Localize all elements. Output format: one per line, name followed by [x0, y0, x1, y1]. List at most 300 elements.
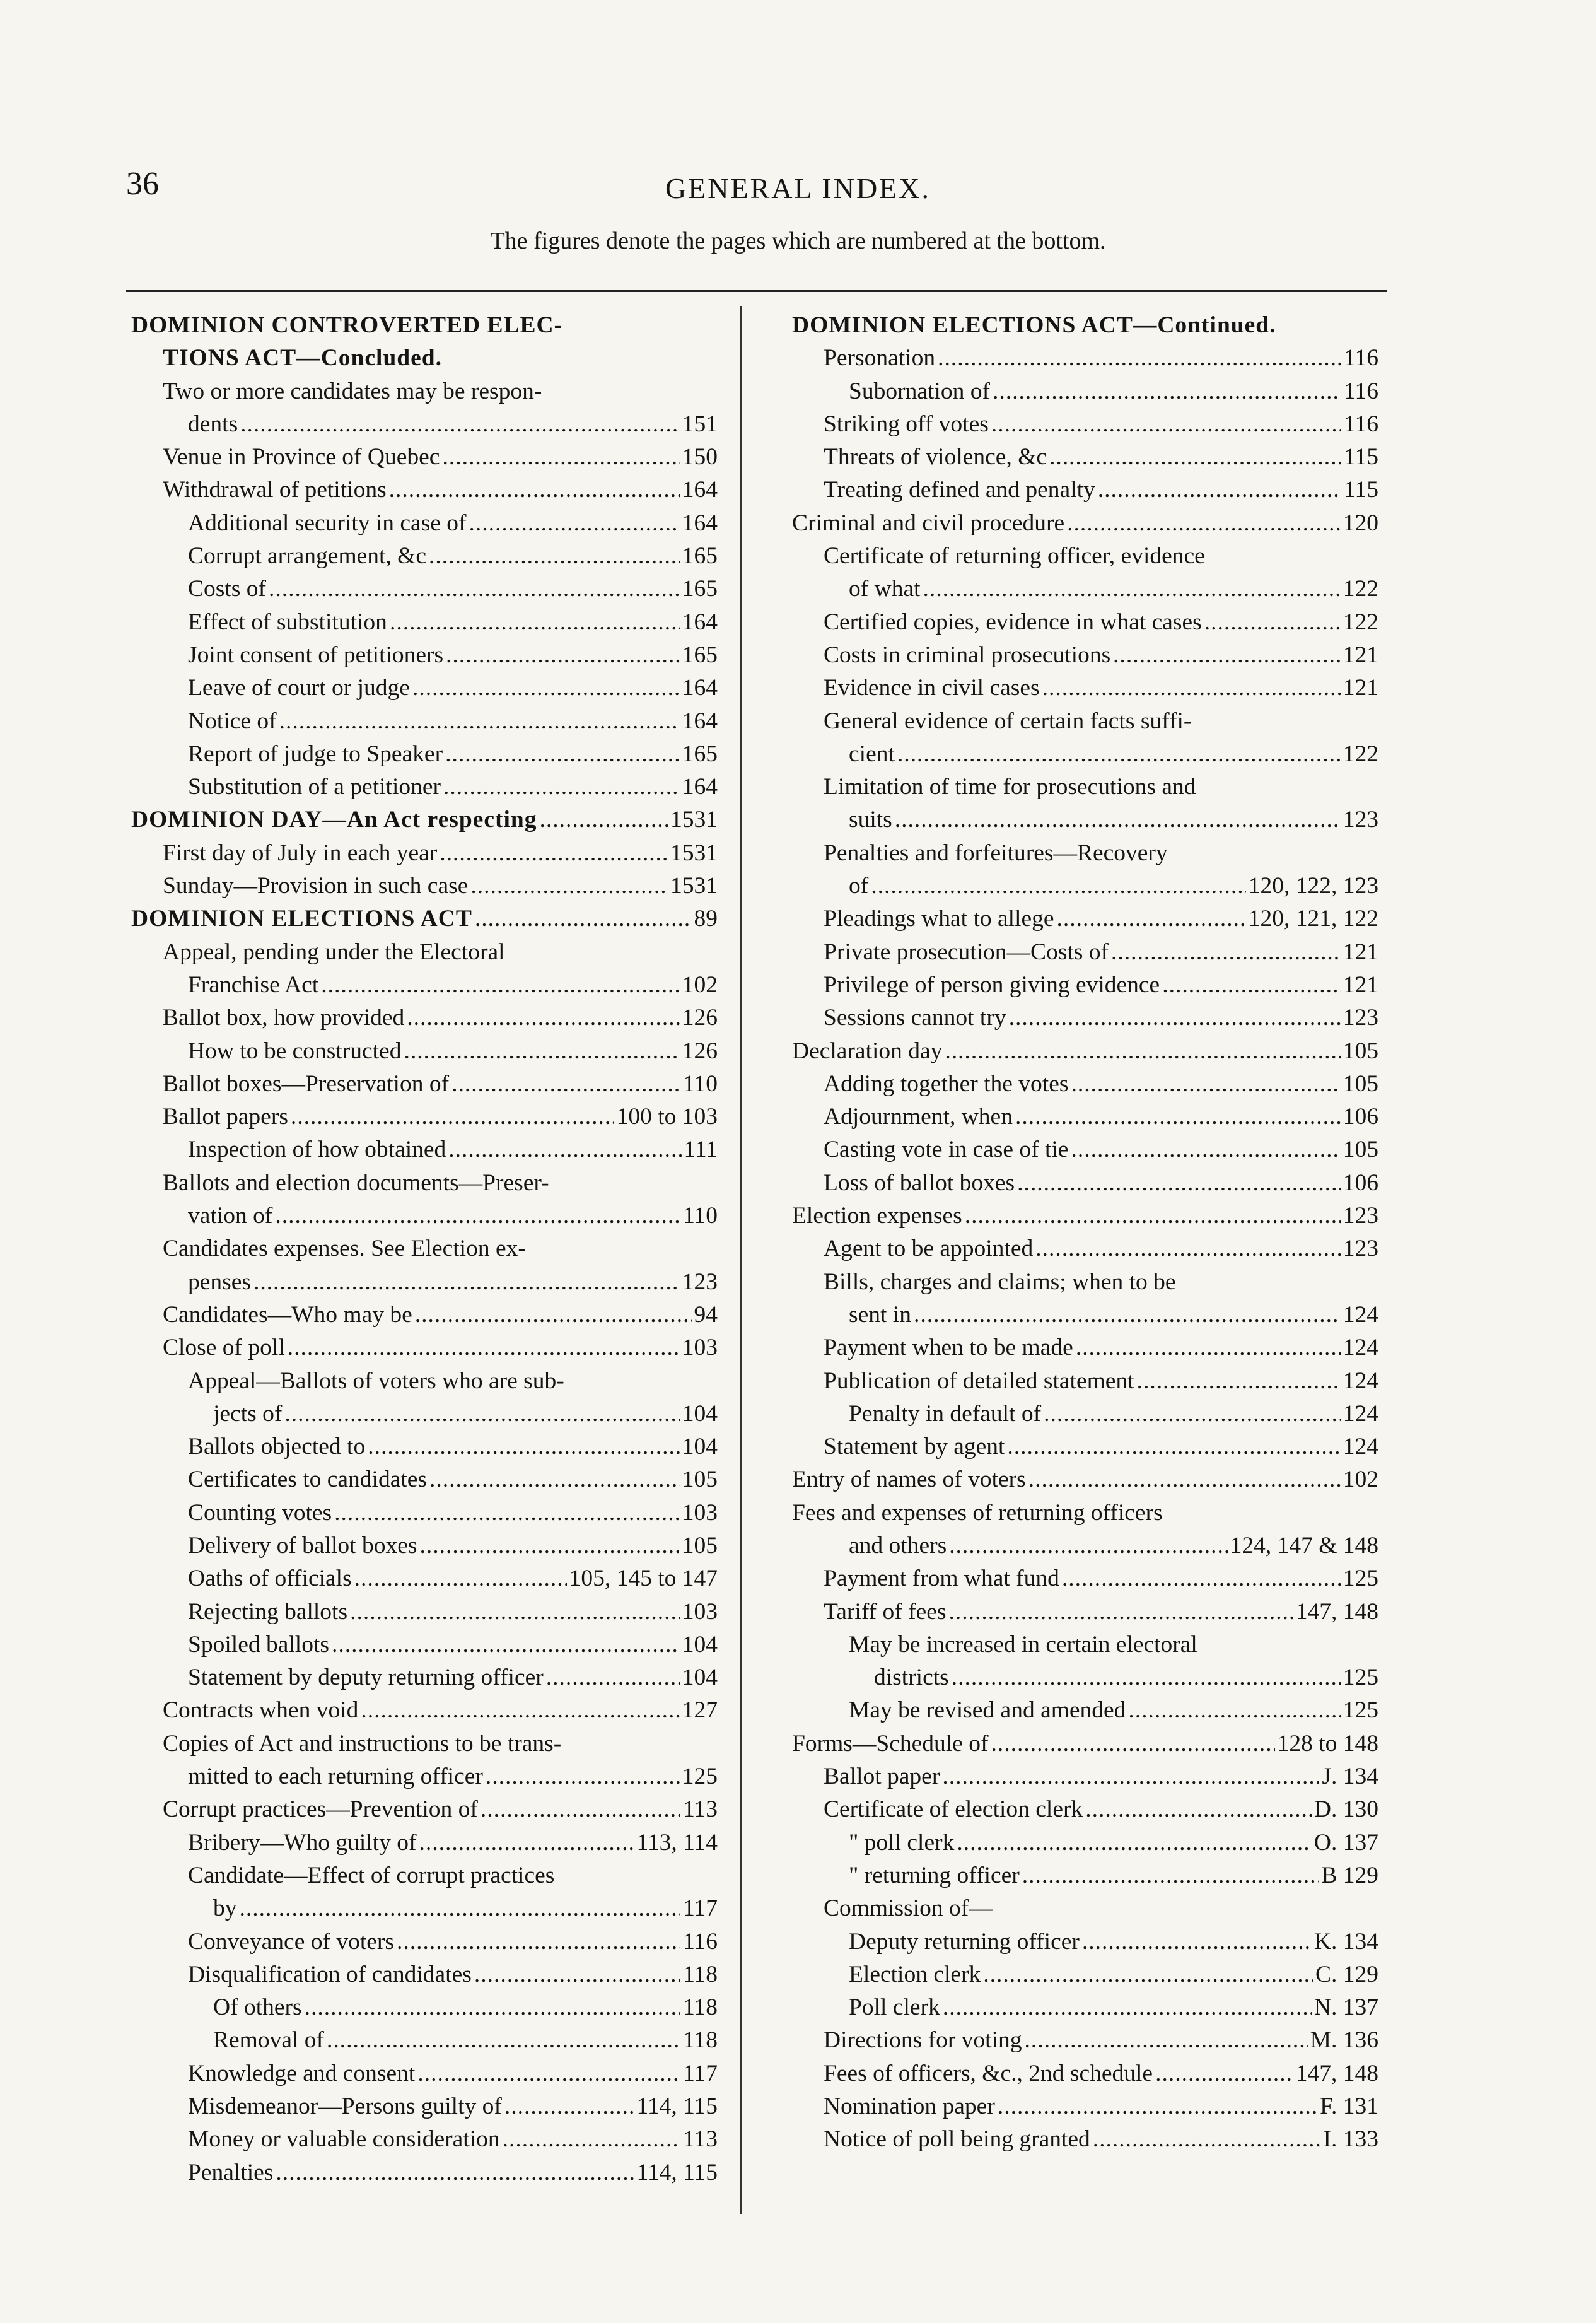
index-entry — [131, 606, 718, 639]
index-entry — [792, 342, 1378, 375]
entry-page: 1531 — [670, 840, 718, 866]
index-entry — [131, 2090, 718, 2123]
entry-page: 128 to 148 — [1277, 1730, 1378, 1757]
index-entry — [792, 1331, 1378, 1364]
index-entry — [131, 474, 718, 506]
entry-page: 151 — [682, 411, 718, 437]
entry-text: Rejecting ballots — [188, 1598, 348, 1625]
entry-text: Spoiled ballots — [188, 1631, 329, 1658]
entry-page: 164 — [682, 708, 718, 734]
entry-text: Appeal—Ballots of voters who are sub- — [188, 1367, 564, 1394]
index-entry — [131, 1200, 718, 1232]
index-entry — [131, 1530, 718, 1562]
leader-dots — [269, 573, 680, 606]
entry-page: 123 — [1343, 1005, 1378, 1031]
leader-dots — [1028, 1463, 1341, 1496]
index-entry — [792, 1892, 1378, 1925]
entry-page: 120, 122, 123 — [1248, 873, 1378, 899]
entry-text: Adjournment, when — [824, 1104, 1013, 1130]
leader-dots — [486, 1760, 680, 1793]
entry-text: Bribery—Who guilty of — [188, 1829, 417, 1856]
entry-page: 165 — [682, 576, 718, 602]
entry-text: Appeal, pending under the Electoral — [163, 939, 505, 965]
entry-text: Candidates expenses. See Election ex- — [163, 1236, 526, 1262]
entry-text: Subornation of — [849, 378, 990, 404]
index-entry — [792, 474, 1378, 506]
entry-text: Directions for voting — [824, 2027, 1022, 2054]
index-entry — [792, 1035, 1378, 1068]
index-entry — [792, 804, 1378, 836]
entry-text: Candidate—Effect of corrupt practices — [188, 1862, 555, 1888]
entry-text: Substitution of a petitioner — [188, 774, 441, 800]
entry-page: 121 — [1343, 971, 1378, 998]
index-entry — [131, 1892, 718, 1925]
index-entry — [792, 1299, 1378, 1331]
entry-text: Misdemeanor—Persons guilty of — [188, 2093, 502, 2120]
index-entry — [131, 1035, 718, 1068]
entry-text: Close of poll — [163, 1335, 285, 1361]
index-entry — [792, 1991, 1378, 2024]
index-entry — [792, 1958, 1378, 1991]
entry-text: Franchise Act — [188, 971, 319, 998]
entry-text: Copies of Act and instructions to be trans- — [163, 1730, 562, 1757]
entry-text: districts — [874, 1665, 949, 1691]
entry-page: 104 — [682, 1400, 718, 1427]
entry-text: Contracts when void — [163, 1697, 359, 1724]
index-entry — [131, 573, 718, 606]
index-entry — [792, 1728, 1378, 1760]
entry-page: 117 — [683, 1895, 718, 1922]
leader-dots — [1155, 2057, 1293, 2090]
entry-page: 122 — [1343, 740, 1378, 767]
entry-page: 114, 115 — [636, 2159, 718, 2185]
entry-page: M. 136 — [1310, 2027, 1378, 2054]
leader-dots — [983, 1958, 1313, 1991]
entry-page: 105, 145 to 147 — [569, 1565, 718, 1592]
entry-text: Additional security in case of — [188, 510, 467, 536]
entry-text: TIONS ACT—Concluded. — [163, 345, 443, 372]
leader-dots — [350, 1596, 680, 1629]
page-title: GENERAL INDEX. — [665, 172, 931, 204]
entry-text: Personation — [824, 345, 936, 372]
entry-text: Certificate of returning officer, evidence — [824, 543, 1205, 570]
entry-page: 114, 115 — [636, 2093, 718, 2120]
entry-page: 121 — [1343, 675, 1378, 701]
index-entry — [131, 2057, 718, 2090]
index-entry — [131, 1133, 718, 1166]
leader-dots — [1076, 1331, 1341, 1364]
leader-dots — [417, 2057, 680, 2090]
entry-page: 121 — [1343, 939, 1378, 965]
leader-dots — [284, 1398, 679, 1431]
entry-text: Notice of — [188, 708, 277, 734]
entry-page: 165 — [682, 740, 718, 767]
leader-dots — [942, 1760, 1319, 1793]
leader-dots — [1204, 606, 1341, 639]
entry-text: Payment from what fund — [824, 1565, 1059, 1592]
index-entry — [131, 804, 718, 836]
entry-text: Fees and expenses of returning officers — [792, 1499, 1163, 1526]
entry-text: Deputy returning officer — [849, 1928, 1080, 1955]
entry-page: N. 137 — [1313, 1994, 1378, 2021]
index-entry — [792, 1562, 1378, 1595]
index-entry — [131, 2024, 718, 2057]
entry-page: 105 — [682, 1466, 718, 1493]
index-entry — [131, 1596, 718, 1629]
index-entry — [792, 936, 1378, 969]
leader-dots — [429, 540, 680, 573]
entry-page: 105 — [1343, 1038, 1378, 1064]
leader-dots — [1085, 1793, 1312, 1826]
entry-page: 102 — [1343, 1466, 1378, 1493]
leader-dots — [361, 1694, 679, 1727]
entry-page: 120 — [1343, 510, 1378, 536]
entry-text: Treating defined and penalty — [824, 477, 1095, 503]
entry-text: Agent to be appointed — [824, 1236, 1034, 1262]
entry-text: Penalties and forfeitures—Recovery — [824, 840, 1168, 866]
leader-dots — [475, 903, 692, 935]
index-entry — [131, 870, 718, 903]
entry-text: Knowledge and consent — [188, 2060, 416, 2086]
leader-dots — [470, 870, 668, 903]
entry-text: Nomination paper — [824, 2093, 995, 2120]
entry-page: 106 — [1343, 1104, 1378, 1130]
leader-dots — [448, 1133, 681, 1166]
index-entry — [131, 1694, 718, 1727]
leader-dots — [368, 1431, 680, 1463]
entry-page: C. 129 — [1315, 1961, 1378, 1987]
leader-dots — [1128, 1694, 1340, 1727]
entry-text: Delivery of ballot boxes — [188, 1532, 417, 1559]
entry-text: First day of July in each year — [163, 840, 438, 866]
leader-dots — [504, 2090, 634, 2123]
leader-dots — [1098, 474, 1341, 506]
entry-text: Effect of substitution — [188, 609, 387, 635]
index-entry — [792, 540, 1378, 573]
entry-page: 127 — [682, 1697, 718, 1724]
index-entry — [131, 1463, 718, 1496]
entry-text: Payment when to be made — [824, 1335, 1073, 1361]
entry-text: Leave of court or judge — [188, 675, 410, 701]
entry-text: Bills, charges and claims; when to be — [824, 1268, 1176, 1295]
index-entry — [792, 1200, 1378, 1232]
entry-text: Ballots objected to — [188, 1434, 366, 1460]
entry-page: 122 — [1343, 576, 1378, 602]
index-entry — [792, 408, 1378, 441]
leader-dots — [440, 837, 668, 870]
index-entry — [792, 672, 1378, 705]
entry-page: 116 — [1344, 378, 1378, 404]
index-entry — [131, 672, 718, 705]
index-entry — [792, 1859, 1378, 1892]
entry-text: Costs of — [188, 576, 266, 602]
index-entry — [131, 1991, 718, 2024]
leader-dots — [1071, 1133, 1340, 1166]
index-entry — [792, 573, 1378, 606]
index-entry — [792, 309, 1378, 342]
entry-text: DOMINION DAY—An Act respecting — [131, 807, 537, 833]
entry-text: Money or valuable consideration — [188, 2126, 500, 2153]
leader-dots — [897, 738, 1341, 771]
entry-page: 118 — [683, 1961, 718, 1987]
entry-text: jects of — [213, 1400, 283, 1427]
entry-text: Entry of names of voters — [792, 1466, 1026, 1493]
index-entry — [792, 738, 1378, 771]
index-entry — [131, 1728, 718, 1760]
index-entry — [131, 1958, 718, 1991]
entry-text: Election expenses — [792, 1203, 962, 1229]
leader-dots — [407, 1002, 679, 1034]
index-entry — [131, 1331, 718, 1364]
entry-page: K. 134 — [1313, 1928, 1378, 1955]
entry-text: Casting vote in case of tie — [824, 1137, 1069, 1163]
index-entry — [131, 1299, 718, 1331]
entry-text: Ballot papers — [163, 1104, 288, 1130]
entry-page: 105 — [1343, 1137, 1378, 1163]
entry-page: I. 133 — [1323, 2126, 1378, 2153]
index-entry — [792, 1629, 1378, 1661]
leader-dots — [914, 1299, 1341, 1331]
entry-text: of what — [849, 576, 921, 602]
leader-dots — [991, 1728, 1274, 1760]
index-entry — [131, 705, 718, 738]
entry-text: Ballot box, how provided — [163, 1005, 405, 1031]
entry-text: Corrupt arrangement, &c — [188, 543, 426, 570]
entry-text: Removal of — [213, 2027, 325, 2054]
entry-text: of — [849, 873, 869, 899]
index-entry — [792, 1431, 1378, 1463]
entry-page: 124 — [1343, 1301, 1378, 1328]
entry-text: Sessions cannot try — [824, 1005, 1006, 1031]
column-divider — [740, 306, 742, 2214]
entry-page: 124 — [1343, 1335, 1378, 1361]
index-entry — [792, 606, 1378, 639]
entry-page: 125 — [1343, 1665, 1378, 1691]
leader-dots — [443, 771, 680, 804]
index-entry — [131, 2123, 718, 2156]
entry-page: 110 — [683, 1203, 718, 1229]
entry-text: Ballot paper — [824, 1764, 940, 1790]
entry-text: Withdrawal of petitions — [163, 477, 387, 503]
entry-page: 1531 — [670, 807, 718, 833]
entry-text: Publication of detailed statement — [824, 1367, 1134, 1394]
index-entry — [792, 1760, 1378, 1793]
entry-page: 104 — [682, 1434, 718, 1460]
leader-dots — [1062, 1562, 1341, 1595]
entry-page: 164 — [682, 609, 718, 635]
entry-text: Joint consent of petitioners — [188, 641, 444, 668]
entry-page: 125 — [682, 1764, 718, 1790]
entry-text: Private prosecution—Costs of — [824, 939, 1109, 965]
entry-text: Statement by agent — [824, 1434, 1005, 1460]
entry-text: Penalty in default of — [849, 1400, 1042, 1427]
index-entry — [131, 1629, 718, 1661]
leader-dots — [415, 1299, 692, 1331]
index-entry — [792, 1926, 1378, 1958]
leader-dots — [419, 1530, 679, 1562]
leader-dots — [327, 2024, 680, 2057]
index-entry — [131, 1859, 718, 1892]
entry-page: 100 to 103 — [616, 1104, 718, 1130]
entry-page: 126 — [682, 1038, 718, 1064]
entry-page: 122 — [1343, 609, 1378, 635]
entry-page: 113 — [683, 2126, 718, 2153]
entry-text: Ballots and election documents—Preser- — [163, 1169, 549, 1196]
leader-dots — [1057, 903, 1246, 935]
entry-text: Inspection of how obtained — [188, 1137, 446, 1163]
entry-text: Sunday—Provision in such case — [163, 873, 469, 899]
entry-text: Evidence in civil cases — [824, 675, 1040, 701]
leader-dots — [291, 1101, 614, 1133]
entry-text: and others — [849, 1532, 947, 1559]
leader-dots — [952, 1661, 1341, 1694]
entry-text: Notice of poll being granted — [824, 2126, 1090, 2153]
entry-text: DOMINION ELECTIONS ACT — [131, 906, 472, 932]
index-entry — [131, 1827, 718, 1859]
leader-dots — [540, 804, 668, 836]
index-entry — [792, 1266, 1378, 1299]
index-entry — [131, 903, 718, 935]
leader-dots — [503, 2123, 680, 2156]
entry-text: Limitation of time for prosecutions and — [824, 774, 1196, 800]
leader-dots — [871, 870, 1246, 903]
leader-dots — [305, 1991, 681, 2024]
entry-text: DOMINION CONTROVERTED ELEC- — [131, 312, 563, 338]
index-entry — [792, 2123, 1378, 2156]
entry-text: mitted to each returning officer — [188, 1764, 483, 1790]
entry-page: 113, 114 — [636, 1829, 718, 1856]
index-entry — [792, 441, 1378, 474]
leader-dots — [240, 408, 680, 441]
leader-dots — [938, 342, 1341, 375]
entry-text: Adding together the votes — [824, 1070, 1069, 1097]
index-entry — [792, 1463, 1378, 1496]
index-entry — [131, 1365, 718, 1398]
entry-text: sent in — [849, 1301, 911, 1328]
entry-page: 102 — [682, 971, 718, 998]
leader-dots — [1071, 1068, 1340, 1101]
entry-page: 116 — [1344, 345, 1378, 372]
index-entry — [131, 342, 718, 375]
entry-text: Corrupt practices—Prevention of — [163, 1796, 478, 1823]
leader-dots — [1015, 1101, 1341, 1133]
entry-page: 103 — [682, 1335, 718, 1361]
entry-text: Election clerk — [849, 1961, 981, 1987]
entry-text: General evidence of certain facts suffi- — [824, 708, 1192, 734]
index-entry — [131, 540, 718, 573]
entry-page: 124 — [1343, 1367, 1378, 1394]
index-entry — [792, 969, 1378, 1002]
entry-page: F. 131 — [1320, 2093, 1378, 2120]
entry-text: Disqualification of candidates — [188, 1961, 472, 1987]
entry-text: vation of — [188, 1203, 273, 1229]
leader-dots — [923, 573, 1341, 606]
entry-text: Two or more candidates may be respon- — [163, 378, 542, 404]
entry-page: 164 — [682, 675, 718, 701]
leader-dots — [332, 1629, 680, 1661]
leader-dots — [334, 1497, 680, 1530]
entry-text: suits — [849, 807, 892, 833]
index-entry — [792, 1232, 1378, 1265]
entry-text: Of others — [213, 1994, 302, 2021]
entry-text: Certificate of election clerk — [824, 1796, 1083, 1823]
index-entry — [792, 1002, 1378, 1034]
leader-dots — [419, 1827, 634, 1859]
leader-dots — [1162, 969, 1341, 1002]
entry-text: Loss of ballot boxes — [824, 1169, 1015, 1196]
entry-page: 124 — [1343, 1434, 1378, 1460]
entry-page: 123 — [1343, 1236, 1378, 1262]
entry-page: 117 — [683, 2060, 718, 2086]
leader-dots — [404, 1035, 679, 1068]
entry-text: Pleadings what to allege — [824, 906, 1054, 932]
entry-text: DOMINION ELECTIONS ACT—Continued. — [792, 312, 1276, 338]
index-entry — [131, 738, 718, 771]
leader-dots — [1044, 1398, 1341, 1431]
entry-page: 116 — [1344, 411, 1378, 437]
index-entry — [131, 1431, 718, 1463]
entry-text: Commission of— — [824, 1895, 993, 1922]
index-entry — [131, 2156, 718, 2189]
entry-text: Striking off votes — [824, 411, 989, 437]
entry-text: Venue in Province of Quebec — [163, 444, 440, 471]
index-entry — [131, 639, 718, 672]
entry-page: 147, 148 — [1295, 2060, 1378, 2086]
leader-dots — [943, 1991, 1312, 2024]
entry-text: dents — [188, 411, 238, 437]
index-entry — [131, 1101, 718, 1133]
entry-page: 111 — [684, 1137, 718, 1163]
entry-page: 105 — [1343, 1070, 1378, 1097]
index-entry — [131, 1167, 718, 1200]
entry-text: Forms—Schedule of — [792, 1730, 989, 1757]
leader-dots — [1042, 672, 1341, 705]
header-rule — [126, 290, 1387, 292]
leader-dots — [429, 1463, 680, 1496]
index-entry — [131, 1793, 718, 1826]
entry-text: Certificates to candidates — [188, 1466, 428, 1493]
leader-dots — [998, 2090, 1317, 2123]
entry-page: 103 — [682, 1598, 718, 1625]
entry-page: 120, 121, 122 — [1248, 906, 1378, 932]
leader-dots — [1025, 2024, 1308, 2057]
entry-text: " poll clerk — [849, 1829, 955, 1856]
entry-text: Candidates—Who may be — [163, 1301, 412, 1328]
leader-dots — [949, 1596, 1293, 1629]
leader-dots — [397, 1926, 680, 1958]
entry-text: Ballot boxes—Preservation of — [163, 1070, 450, 1097]
entry-page: 126 — [682, 1005, 718, 1031]
leader-dots — [276, 2156, 634, 2189]
index-entry — [131, 1562, 718, 1595]
entry-page: B 129 — [1321, 1862, 1378, 1888]
leader-dots — [354, 1562, 567, 1595]
entry-text: by — [213, 1895, 237, 1922]
index-entry — [131, 1661, 718, 1694]
leader-dots — [993, 375, 1341, 408]
index-entry — [792, 1827, 1378, 1859]
index-entry — [792, 837, 1378, 870]
entry-page: D. 130 — [1313, 1796, 1378, 1823]
leader-dots — [474, 1958, 680, 1991]
entry-page: 103 — [682, 1499, 718, 1526]
entry-text: " returning officer — [849, 1862, 1020, 1888]
entry-text: Poll clerk — [849, 1994, 940, 2021]
index-entry — [792, 1101, 1378, 1133]
leader-dots — [991, 408, 1341, 441]
entry-text: Fees of officers, &c., 2nd schedule — [824, 2060, 1153, 2086]
entry-text: Certified copies, evidence in what cases — [824, 609, 1202, 635]
